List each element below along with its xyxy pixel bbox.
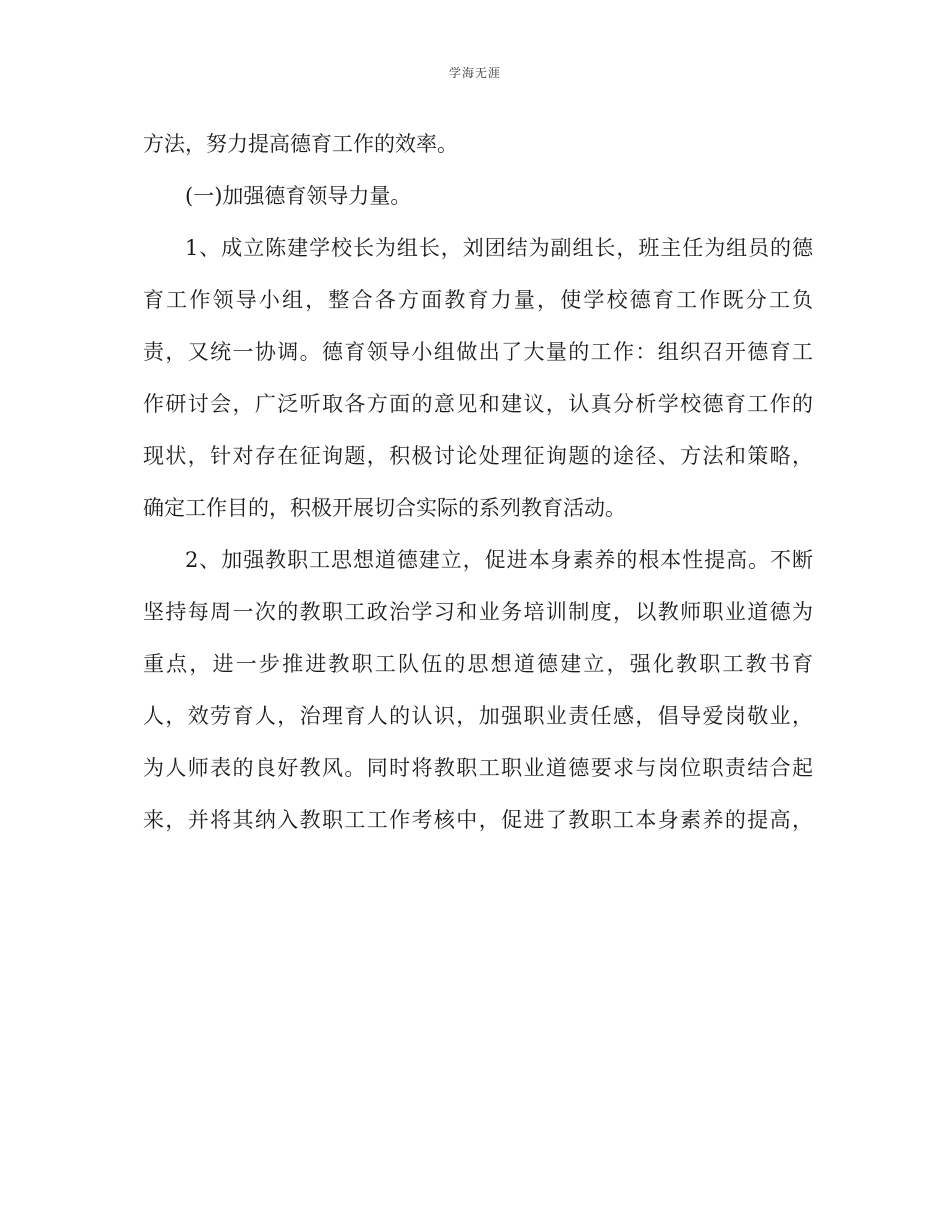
text-line: 方法，努力提高德育工作的效率。 xyxy=(143,132,458,156)
text-line: 人，效劳育人，治理育人的认识，加强职业责任感，倡导爱岗敬业， xyxy=(143,704,813,728)
text-line: 作研讨会，广泛听取各方面的意见和建议，认真分析学校德育工作的 xyxy=(143,392,813,416)
text-line: (一)加强德育领导力量。 xyxy=(185,184,412,208)
text-line: 2、加强教职工思想道德建立，促进本身素养的根本性提高。不断 xyxy=(185,548,813,572)
text-line: 现状，针对存在征询题，积极讨论处理征询题的途径、方法和策略， xyxy=(143,444,813,468)
text-line: 责，又统一协调。德育领导小组做出了大量的工作：组织召开德育工 xyxy=(143,340,813,364)
text-line: 育工作领导小组，整合各方面教育力量，使学校德育工作既分工负 xyxy=(143,288,813,312)
page-header: 学海无涯 xyxy=(448,66,501,80)
body-text xyxy=(143,118,813,846)
text-line: 坚持每周一次的教职工政治学习和业务培训制度，以教师职业道德为 xyxy=(143,600,813,624)
text-line: 来，并将其纳入教职工工作考核中，促进了教职工本身素养的提高， xyxy=(143,808,813,832)
text-line: 为人师表的良好教风。同时将教职工职业道德要求与岗位职责结合起 xyxy=(143,756,813,780)
text-line: 重点，进一步推进教职工队伍的思想道德建立，强化教职工教书育 xyxy=(143,652,813,676)
text-line: 确定工作目的，积极开展切合实际的系列教育活动。 xyxy=(143,496,626,520)
text-line: 1、成立陈建学校长为组长，刘团结为副组长，班主任为组员的德 xyxy=(185,236,813,260)
